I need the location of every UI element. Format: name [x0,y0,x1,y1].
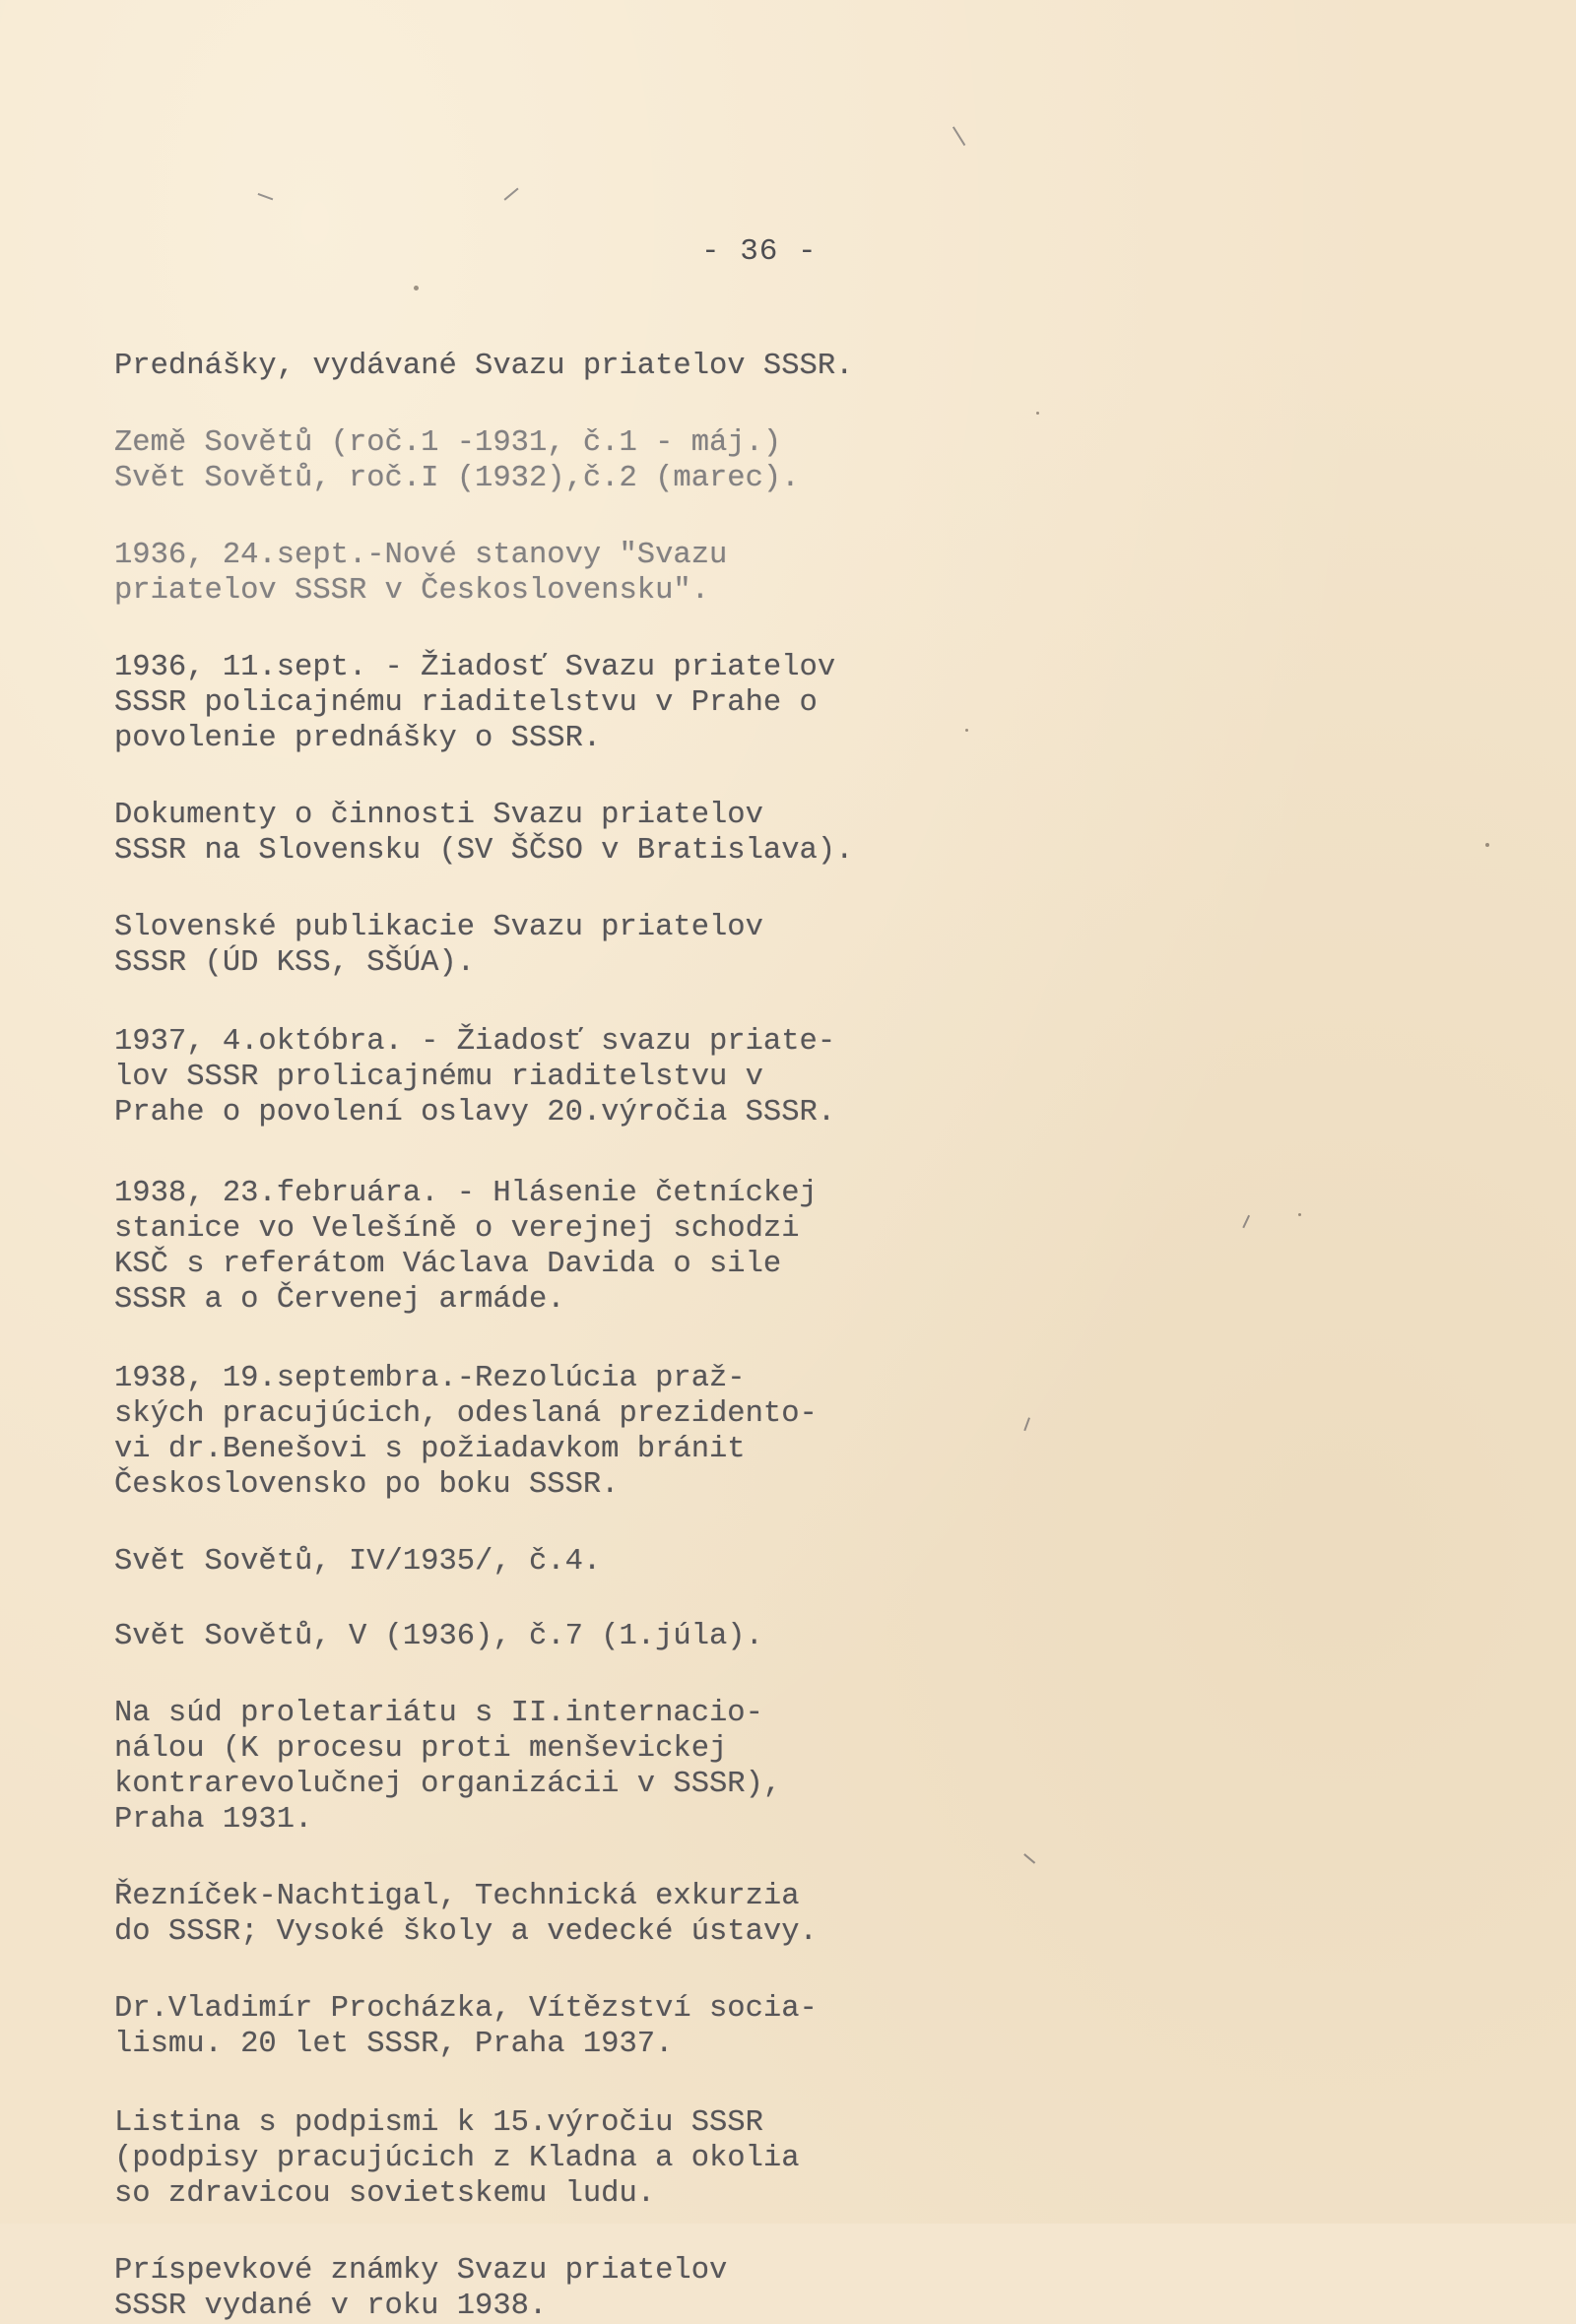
paper-speck [1036,412,1039,415]
entry-line: 1938, 19.septembra.-Rezolúcia praž- [114,1362,746,1395]
entry-line: Praha 1931. [114,1803,313,1837]
entry-line: ských pracujúcich, odeslaná prezidento- [114,1397,818,1431]
entry-line: 1936, 24.sept.-Nové stanovy "Svazu [114,539,728,572]
entry-line: Príspevkové známky Svazu priatelov [114,2254,728,2288]
entry-line: SSSR a o Červenej armáde. [114,1283,565,1317]
entry-line: povolenie prednášky o SSSR. [114,722,602,755]
paper-fiber [952,126,965,145]
entry-line: Československo po boku SSSR. [114,1468,620,1502]
list-entry [114,1361,1513,1503]
entry-line: stanice vo Velešíně o verejnej schodzi [114,1212,800,1246]
entry-line: nálou (K procesu proti menševickej [114,1732,728,1766]
list-entry [114,538,1513,609]
entry-line: Svět Sovětů, roč.I (1932),č.2 (marec). [114,462,800,495]
entry-line: Řezníček-Nachtigal, Technická exkurzia [114,1880,800,1913]
paper-speck [1298,1213,1301,1216]
paper-fiber [258,193,274,200]
list-entry [114,2253,1513,2324]
entry-line: SSSR na Slovensku (SV ŠČSO v Bratislava). [114,834,854,868]
entry-line: Listina s podpismi k 15.výročiu SSSR [114,2106,763,2140]
entry-line: Dokumenty o činnosti Svazu priatelov [114,799,763,832]
paper-speck [1485,843,1489,847]
list-entry [114,1879,1513,1950]
list-entry [114,1024,1513,1130]
entry-line: Na súd proletariátu s II.internacio- [114,1697,763,1730]
entry-line: KSČ s referátom Václava Davida o sile [114,1248,782,1281]
entry-line: SSSR vydané v roku 1938. [114,2290,548,2323]
list-entry [114,1991,1513,2062]
entry-line: SSSR policajnému riaditelstvu v Prahe o [114,686,818,720]
list-entry [114,1696,1513,1838]
entry-line: Dr.Vladimír Procházka, Vítězství socia- [114,1992,818,2026]
entry-line: do SSSR; Vysoké školy a vedecké ústavy. [114,1915,818,1949]
entry-line: lismu. 20 let SSSR, Praha 1937. [114,2028,674,2061]
entry-line: Slovenské publikacie Svazu priatelov [114,911,763,944]
entry-line: vi dr.Benešovi s požiadavkom bránit [114,1433,746,1466]
list-entry [114,650,1513,756]
list-entry [114,425,1513,496]
paper-speck [965,729,968,732]
list-entry [114,1619,1513,1654]
entry-line: Prahe o povolení oslavy 20.výročia SSSR. [114,1096,836,1130]
entry-line: lov SSSR prolicajnému riaditelstvu v [114,1061,763,1094]
page-number: - 36 - [701,234,818,269]
entry-line: priatelov SSSR v Československu". [114,574,709,608]
list-entry [114,349,1513,384]
entry-line: Země Sovětů (roč.1 -1931, č.1 - máj.) [114,426,782,460]
entry-line: 1936, 11.sept. - Žiadosť Svazu priatelov [114,651,836,684]
list-entry [114,1176,1513,1318]
paper-fiber [504,188,519,201]
entry-line: Prednášky, vydávané Svazu priatelov SSSR. [114,350,854,383]
entry-line: Svět Sovětů, IV/1935/, č.4. [114,1545,602,1579]
list-entry [114,1544,1513,1580]
entry-line: 1938, 23.februára. - Hlásenie četníckej [114,1177,818,1210]
entry-line: (podpisy pracujúcich z Kladna a okolia [114,2142,800,2175]
entry-line: 1937, 4.októbra. - Žiadosť svazu priate- [114,1025,836,1059]
list-entry [114,2105,1513,2212]
entry-line: so zdravicou sovietskemu ludu. [114,2177,656,2211]
list-entry [114,910,1513,981]
paper-speck [414,286,419,290]
bibliography-list [114,349,1513,2324]
entry-line: SSSR (ÚD KSS, SŠÚA). [114,946,476,980]
list-entry [114,798,1513,869]
entry-line: Svět Sovětů, V (1936), č.7 (1.júla). [114,1620,763,1653]
entry-line: kontrarevolučnej organizácii v SSSR), [114,1768,782,1801]
